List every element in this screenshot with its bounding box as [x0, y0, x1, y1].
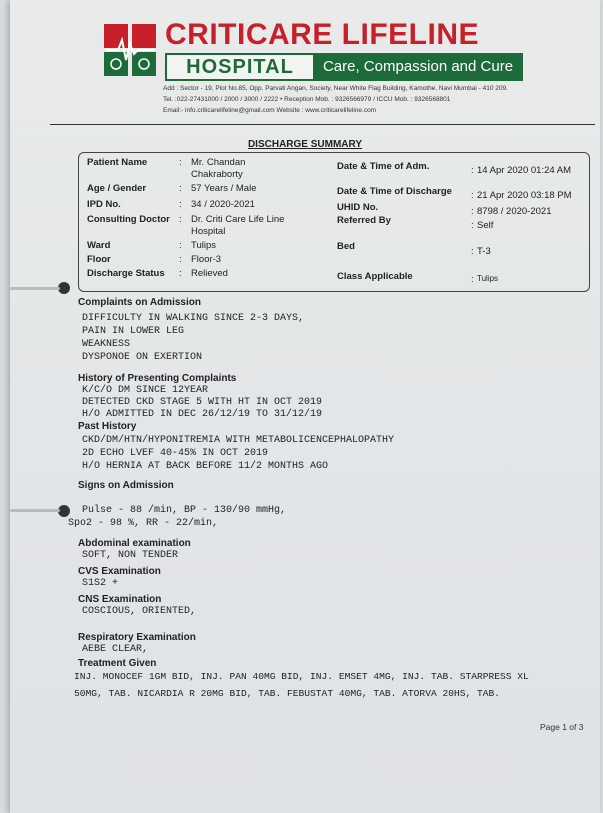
hospital-phones: Tel. :022-27431000 / 2000 / 3000 / 2222 • Reception Mob. : 9326566979 / ICCU Mob. : 9326568801 [163, 96, 451, 103]
complaint-line: WEAKNESS [82, 339, 131, 350]
brand-name: CRITICARE LIFELINE [165, 18, 479, 51]
hospital-address: Add : Sector - 19, Plot No.85, Opp. Parvati Angan, Society, Near White Flag Building, Kamothe, Navi Mumbai - 410 209. [163, 85, 508, 92]
doctor-label: Consulting Doctor [87, 214, 170, 225]
treatment-line: 50MG, TAB. NICARDIA R 20MG BID, TAB. FEBUSTAT 40MG, TAB. ATORVA 20HS, TAB. [74, 688, 501, 699]
doctor-line1: Dr. Criti Care Life Line [191, 214, 285, 225]
status-label: Discharge Status [87, 268, 165, 279]
admission-label: Date & Time of Adm. [337, 161, 430, 172]
doctor-line2: Hospital [191, 226, 226, 237]
file-clip [10, 287, 60, 290]
page-number: Page 1 of 3 [540, 722, 584, 732]
header-divider [50, 124, 595, 125]
colon: : [471, 206, 474, 217]
treatment-line: INJ. MONOCEF 1GM BID, INJ. PAN 40MG BID, INJ. EMSET 4MG, INJ. TAB. STARPRESS XL [74, 671, 529, 682]
file-clip [10, 509, 60, 512]
cns-title: CNS Examination [78, 594, 162, 605]
signs-line: Spo2 - 98 %, RR - 22/min, [68, 518, 219, 529]
admission-value: 14 Apr 2020 01:24 AM [477, 165, 572, 176]
class-value: Tulips [477, 274, 499, 283]
ipd-value: 34 / 2020-2021 [191, 199, 255, 210]
colon: : [179, 254, 182, 265]
age-value: 57 Years / Male [191, 183, 257, 194]
patient-info-box [78, 152, 590, 292]
referred-label: Referred By [337, 215, 391, 226]
colon: : [471, 165, 474, 176]
brand-hospital: HOSPITAL [165, 53, 315, 81]
floor-label: Floor [87, 254, 111, 265]
patient-name-line1: Mr. Chandan [191, 157, 246, 168]
class-label: Class Applicable [337, 271, 413, 282]
complaints-title: Complaints on Admission [78, 297, 201, 308]
past-history-line: H/O HERNIA AT BACK BEFORE 11/2 MONTHS AGO [82, 461, 329, 472]
bed-value: T-3 [477, 246, 491, 257]
abdominal-line: SOFT, NON TENDER [82, 550, 179, 561]
past-history-line: CKD/DM/HTN/HYPONITREMIA WITH METABOLICENCEPHALOPATHY [82, 435, 395, 446]
cns-line: COSCIOUS, ORIENTED, [82, 606, 197, 617]
bed-label: Bed [337, 241, 355, 252]
referred-value: Self [477, 220, 494, 231]
discharge-value: 21 Apr 2020 03:18 PM [477, 190, 572, 201]
signs-line: Pulse - 88 /min, BP - 130/90 mmHg, [82, 505, 287, 516]
status-value: Relieved [191, 268, 228, 279]
colon: : [471, 190, 474, 201]
history-title: History of Presenting Complaints [78, 373, 237, 384]
history-line: H/O ADMITTED IN DEC 26/12/19 TO 31/12/19 [82, 409, 323, 420]
uhid-label: UHID No. [337, 202, 379, 213]
discharge-label: Date & Time of Discharge [337, 186, 452, 197]
past-history-line: 2D ECHO LVEF 40-45% IN OCT 2019 [82, 448, 269, 459]
discharge-summary-page [10, 0, 600, 813]
history-line: K/C/O DM SINCE 12YEAR [82, 385, 209, 396]
colon: : [179, 240, 182, 251]
cvs-line: S1S2 + [82, 578, 119, 589]
colon: : [179, 199, 182, 210]
patient-name-line2: Chakraborty [191, 169, 243, 180]
history-line: DETECTED CKD STAGE 5 WITH HT IN OCT 2019 [82, 397, 323, 408]
hospital-email: Email:- info.criticarelifeline@gmail.com Website : www.criticarelifeline.com [163, 107, 377, 114]
colon: : [179, 157, 182, 168]
colon: : [179, 268, 182, 279]
colon: : [471, 220, 474, 231]
cvs-title: CVS Examination [78, 566, 161, 577]
respiratory-line: AEBE CLEAR, [82, 644, 149, 655]
complaint-line: DIFFICULTY IN WALKING SINCE 2-3 DAYS, [82, 313, 305, 324]
floor-value: Floor-3 [191, 254, 222, 265]
uhid-value: 8798 / 2020-2021 [477, 206, 552, 217]
brand-tagline: Care, Compassion and Cure [313, 53, 523, 81]
abdominal-title: Abdominal examination [78, 538, 191, 549]
age-label: Age / Gender [87, 183, 147, 194]
complaint-line: PAIN IN LOWER LEG [82, 326, 185, 337]
hospital-logo-icon [104, 24, 156, 76]
signs-title: Signs on Admission [78, 480, 174, 491]
ward-label: Ward [87, 240, 111, 251]
colon: : [179, 183, 182, 194]
complaint-line: DYSPONOE ON EXERTION [82, 352, 203, 363]
colon: : [179, 214, 182, 225]
colon: : [471, 246, 474, 257]
ipd-label: IPD No. [87, 199, 121, 210]
past-history-title: Past History [78, 421, 137, 432]
colon: : [471, 274, 474, 285]
patient-name-label: Patient Name [87, 157, 148, 168]
discharge-summary-title: DISCHARGE SUMMARY [247, 139, 363, 150]
respiratory-title: Respiratory Examination [78, 632, 196, 643]
ward-value: Tulips [191, 240, 216, 251]
treatment-title: Treatment Given [78, 658, 157, 669]
